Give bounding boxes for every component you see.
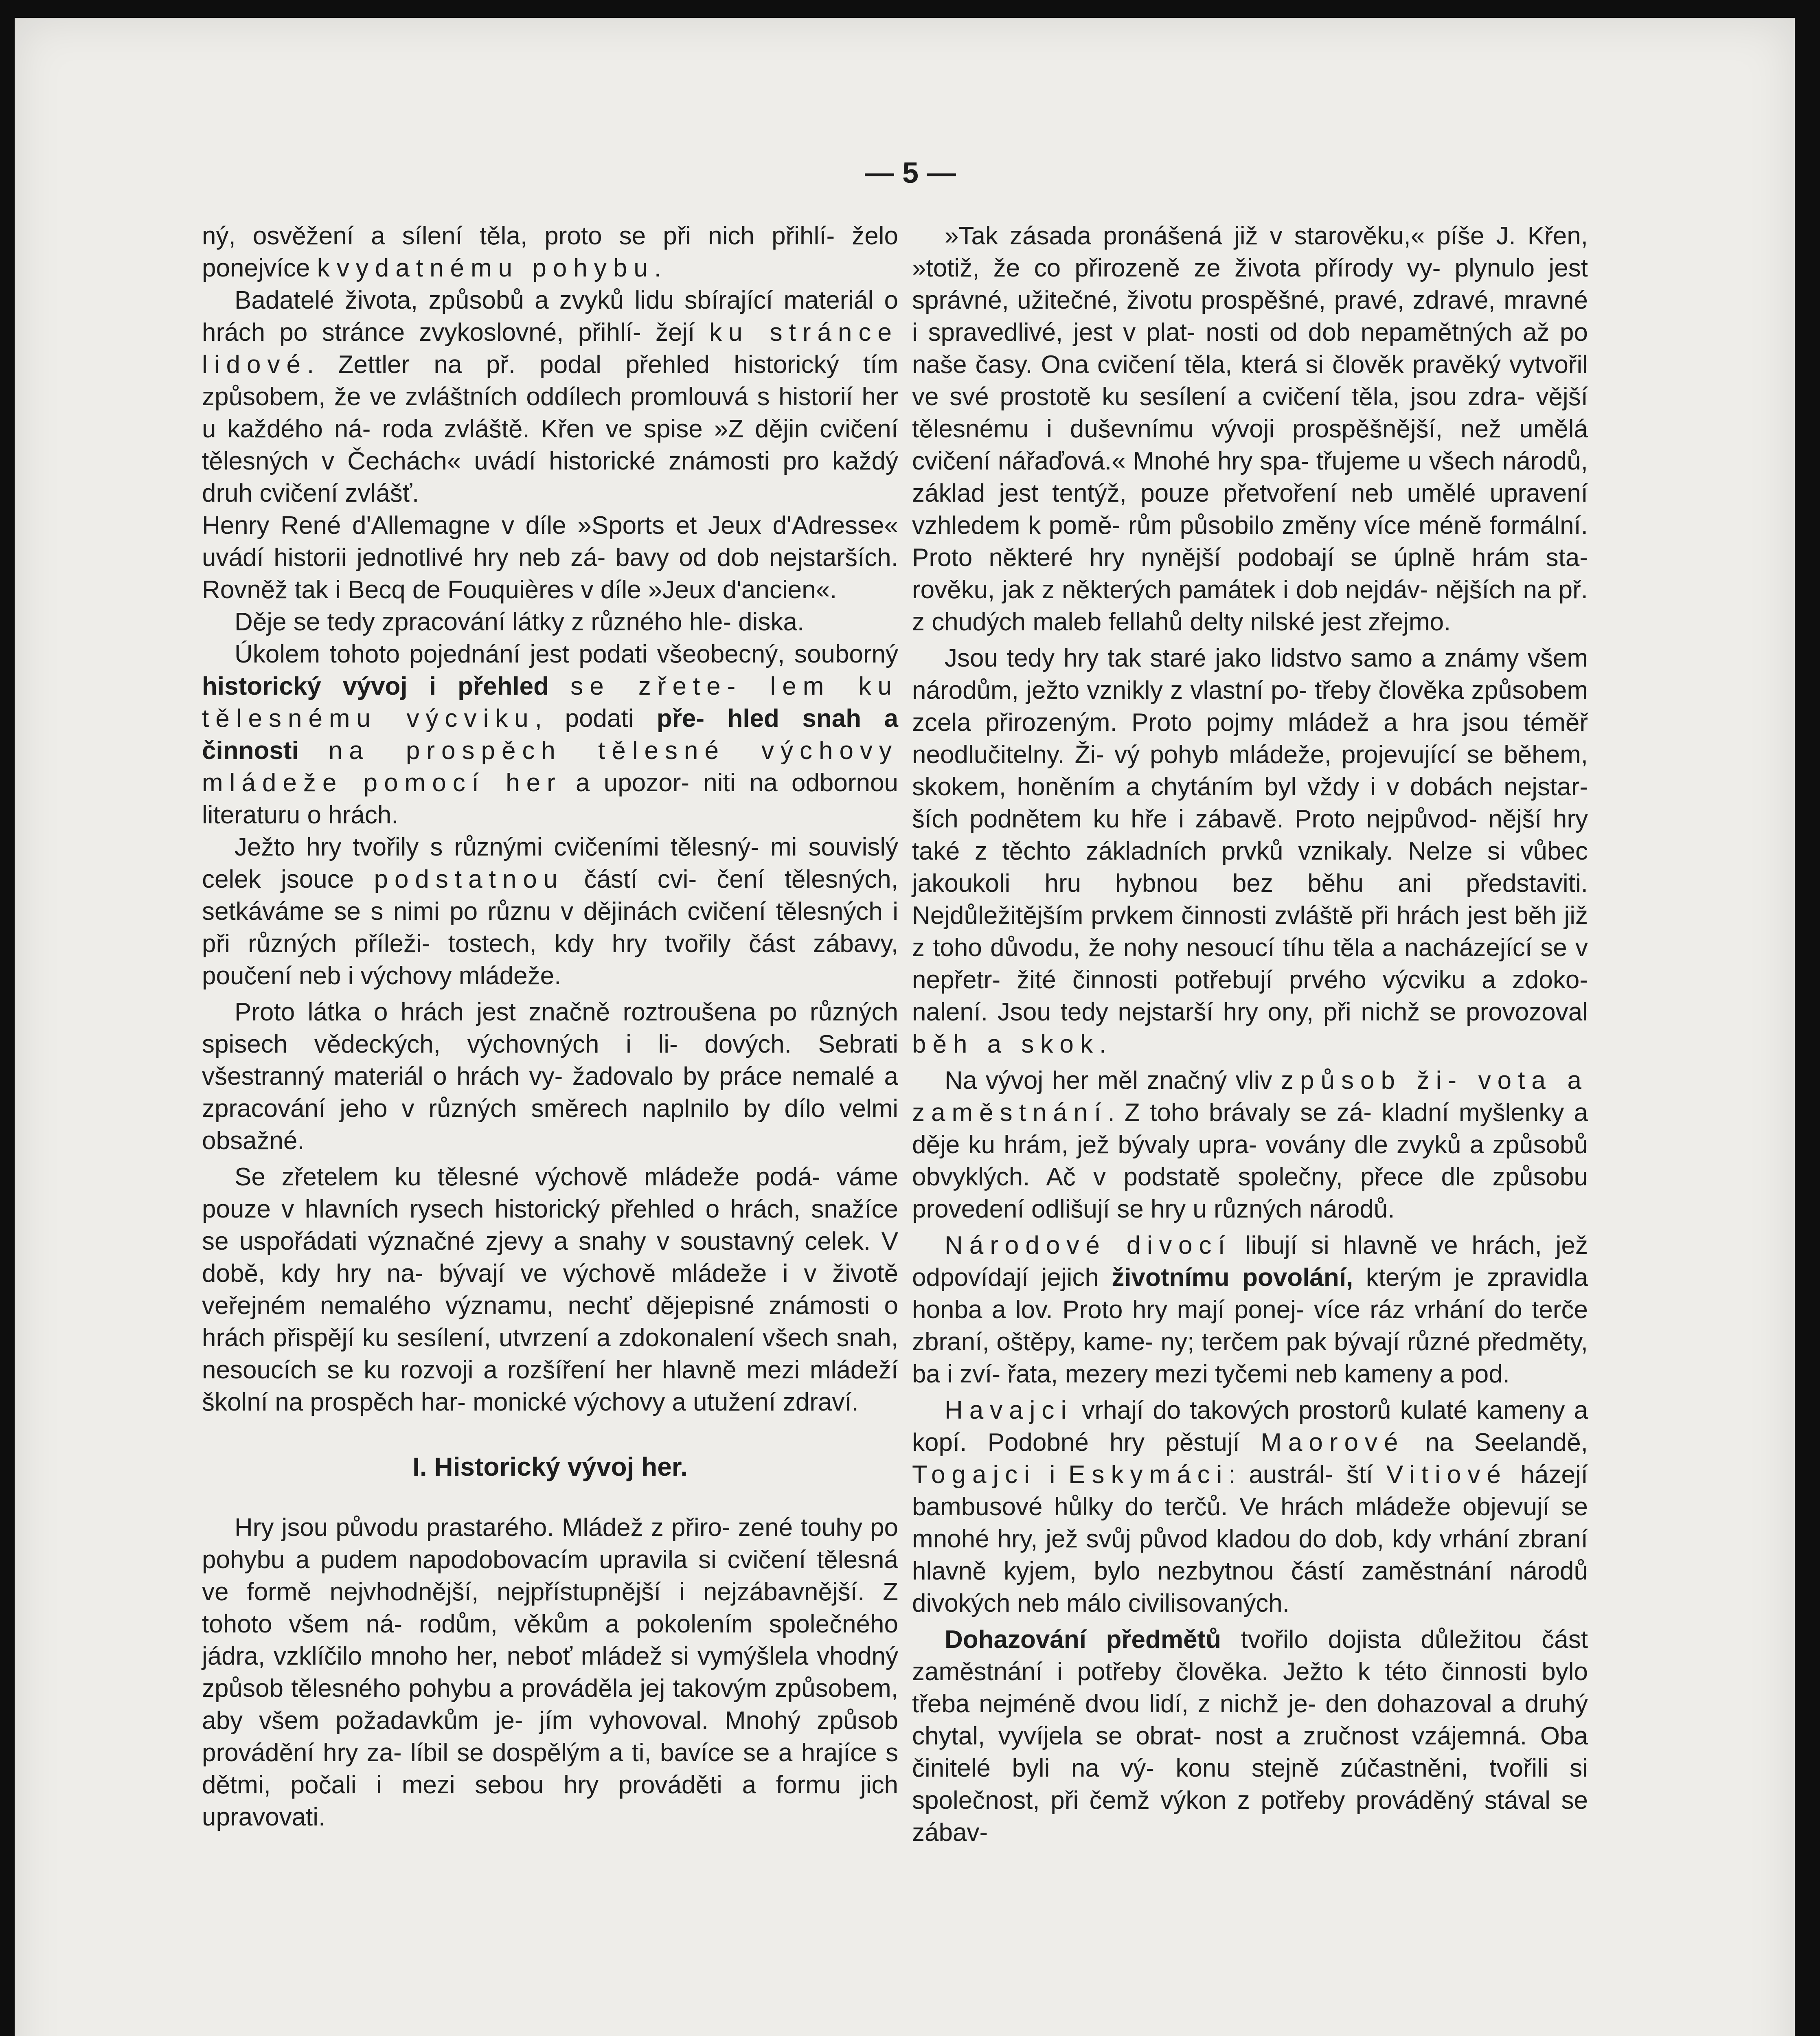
text-run: na Seelandě, [1404,1428,1588,1457]
paragraph [912,1064,1588,1225]
spaced-emphasis: způsob ži- vota a zaměstnání [912,1066,1588,1127]
bold-emphasis: životnímu povolání, [1112,1264,1353,1292]
spaced-emphasis: Vitiové [1386,1461,1507,1489]
paragraph [202,284,898,509]
text-run: vrhají do takových prostorů kulaté kameny a kopí. Podobné hry pěstují [912,1396,1588,1457]
paragraph [912,1394,1588,1619]
text-run: . Zettler na př. podal přehled historický tím způsobem, že ve zvláštních oddílech promlouvá s historií her u každého ná- roda zvláště. Křen ve spise »Z dějin cvičení tělesných v Čechách« uvádí historické známosti pro každý druh cvičení zvlášť. [202,351,898,507]
spaced-emphasis: Eskymáci [1068,1461,1229,1489]
text-run: částí cvi- čení tělesných, setkáváme se s nimi po různu v dějinách cvičení tělesných i při různých příleži- tostech, kdy hry tvořily část zábavy, poučení neb i výchovy mládeže. [202,865,898,990]
text-run [299,737,329,765]
text-run: Jsou tedy hry tak staré jako lidstvo samo a známy všem národům, ježto vznikly z vlastní po- třeby člověka způsobem zcela přirozeným. Proto pojmy mládež a hra jsou téměř neodlučitelny. Ži- vý pohyb mládeže, projevující se během, skokem, honěním a chytáním byl vždy i v dobách nejstar- ších podnětem ku hře i zábavě. Proto nejpůvod- nější hry také z těchto základních prvků vznikaly. Nelze si vůbec jakoukoli hru hybnou bez běhu ani představiti. Nejdůležitějším prvkem činnosti zvláště při hrách jest běh již z toho důvodu, že nohy nesoucí tíhu těla a nacházející se v nepřetr- žité činnosti potřebují prvého výcviku a zdoko- nalení. Jsou tedy nejstarší hry ony, při nichž se provozoval [912,644,1588,1026]
paragraph [912,642,1588,1060]
spaced-emphasis: Togajci [912,1461,1036,1489]
spaced-emphasis: Maorové [1261,1428,1405,1457]
spaced-emphasis: Národové divocí [945,1231,1232,1259]
text-run: . Z toho brávaly se zá- kladní myšlenky a děje ku hrám, jež bývaly upra- vovány dle zvyků a způsobů obvyklých. Ač v podstatě společny, přece dle způsobu provedení odlišují se hry u různých národů. [912,1099,1588,1223]
text-run: tvořilo dojista důležitou část zaměstnání i potřeby člověka. Ježto k této činnosti bylo třeba nejméně dvou lidí, z nichž je- den dohazoval a druhý chytal, vyvíjela se obrat- nost a zručnost vzájemná. Oba činitelé byli na vý- konu stejně zúčastněni, tvořili si společnost, při čemž výkon z potřeby prováděný stával se zábav- [912,1626,1588,1847]
paragraph: Henry René d'Allemagne v díle »Sports et Jeux d'Adresse« uvádí historii jednotlivé hry neb zá- bavy od dob nejstarších. Rovněž tak i Becq de Fouquières v díle »Jeux d'ancien«. [202,511,898,604]
paragraph [912,1624,1588,1849]
spaced-emphasis: na prospěch tělesné výchovy mládeže pomocí her [202,737,898,797]
paragraph [202,638,898,831]
spaced-emphasis: běh a skok [912,1030,1099,1058]
text-run: kterým je zpravidla honba a lov. Proto hry mají ponej- více ráz vrhání do terče zbraní, oštěpy, kame- ny; terčem pak bývají různé předměty, ba i zví- řata, mezery mezi tyčemi neb kameny a pod. [912,1264,1588,1388]
paragraph: »Tak zásada pronášená již v starověku,« píše J. Křen, »totiž, že co přirozeně ze života přírody vy- plynulo jest správné, užitečné, životu prospěšné, pravé, zdravé, mravné i spravedlivé, jest v plat- nosti od dob nepamětných až po naše časy. Ona cvičení těla, která si člověk pravěký vytvořil ve své prostotě ku sesílení a cvičení těla, jsou zdra- vější tělesnému i duševnímu vývoji prospěšnější, než umělá cvičení nářaďová.« Mnohé hry spa- třujeme u všech národů, základ jest tentýž, pouze přetvoření neb umělé upravení vzhledem k pomě- rům působilo změny více méně formální. Proto některé hry nynější podobají se úplně hrám sta- rověku, jak z některých památek i dob nejdáv- nějších na př. z chudých maleb fellahů delty nilské jest zřejmo. [912,222,1588,636]
right-column [912,220,1588,1849]
paragraph: Se zřetelem ku tělesné výchově mládeže podá- váme pouze v hlavních rysech historický přehled o hrách, snažíce se uspořádati význačné zjevy a snahy v soustavný celek. V době, kdy hry na- bývají ve výchově mládeže i v životě veřejném nemalého významu, nechť dějepisné známosti o hrách přispějí ku sesílení, utvrzení a zdokonalení všech snah, nesoucích se ku rozvoji a rozšíření her hlavně mezi mládeží školní na prospěch har- monické výchovy a utužení zdraví. [202,1163,898,1416]
text-run: a upozor- niti na odbornou literaturu o hrách. [202,769,898,829]
text-run: Badatelé života, způsobů a zvyků lidu sbírající materiál o hrách po stránce zvykoslovné, přihlí- žejí [202,286,898,347]
text-run: Ježto hry tvořily s různými cvičeními tělesný- mi souvislý celek jsouce [202,833,898,893]
bold-emphasis: Dohazování předmětů [945,1626,1221,1654]
text-run: i [1036,1461,1069,1489]
paragraph: Proto látka o hrách jest značně roztroušena po různých spisech vědeckých, výchovných i li- dových. Sebrati všestranný materiál o hrách vy- žadovalo by práce nemalé a zpracování jeho v různých směrech naplnilo by dílo velmi obsažné. [202,998,898,1155]
text-run: Úkolem tohoto pojednání jest podati všeobecný, souborný [235,640,898,668]
spaced-emphasis: se zřete- lem ku tělesnému výcviku [202,672,898,733]
text-run: . [654,254,662,282]
text-run: Na vývoj her měl značný vliv [945,1066,1281,1095]
paragraph: Děje se tedy zpracování látky z různého hle- diska. [235,608,805,636]
paragraph: Hry jsou původu prastarého. Mládež z přiro- zené touhy po pohybu a pudem napodobovacím upravila si cvičení tělesná ve formě nejvhodnější, nejpřístupnější i nejzábavnější. Z tohoto všem ná- rodům, věkům a pokolením společného jádra, vzklíčilo mnoho her, neboť mládež si vymýšlela vhodný způsob tělesného pohybu a prováděla jej takovým způsobem, aby všem požadavkům je- jím vyhovoval. Mnohý způsob provádění hry za- líbil se dospělým a ti, bavíce se a hrajíce s dětmi, počali i mezi sebou hry prováděti a formu jich upravovati. [202,1514,898,1831]
text-run: ný, osvěžení a sílení těla, proto se při nich přihlí- želo ponejvíce k [202,222,898,282]
text-run: , podati [535,704,657,733]
text-run: libují si hlavně ve hrách, jež odpovídají jejich [912,1231,1588,1292]
bold-emphasis: pře- hled snah a činnosti [202,704,898,765]
paragraph [912,1229,1588,1390]
text-run [549,672,570,700]
text-run: . [1099,1030,1107,1058]
left-column [202,220,898,1833]
spaced-emphasis: vydatnému pohybu [336,254,654,282]
bold-emphasis: historický vývoj i přehled [202,672,549,700]
page-number: — 5 — [864,157,956,189]
text-run: : austrál- ští [1228,1461,1386,1489]
text-run: házejí bambusové hůlky do terčů. Ve hrách mládeže objevují se mnohé hry, jež svůj původ kladou do dob, kdy vrhání zbraní hlavně kyjem, bylo nezbytnou částí zaměstnání národů divokých neb málo civilisovaných. [912,1461,1588,1617]
section-heading: I. Historický vývoj her. [412,1452,688,1481]
spaced-emphasis: Havajci [945,1396,1073,1424]
spaced-emphasis: podstatnou [374,865,564,893]
spaced-emphasis: ku stránce lidové [202,318,898,379]
paragraph [202,220,898,284]
paragraph [202,831,898,992]
